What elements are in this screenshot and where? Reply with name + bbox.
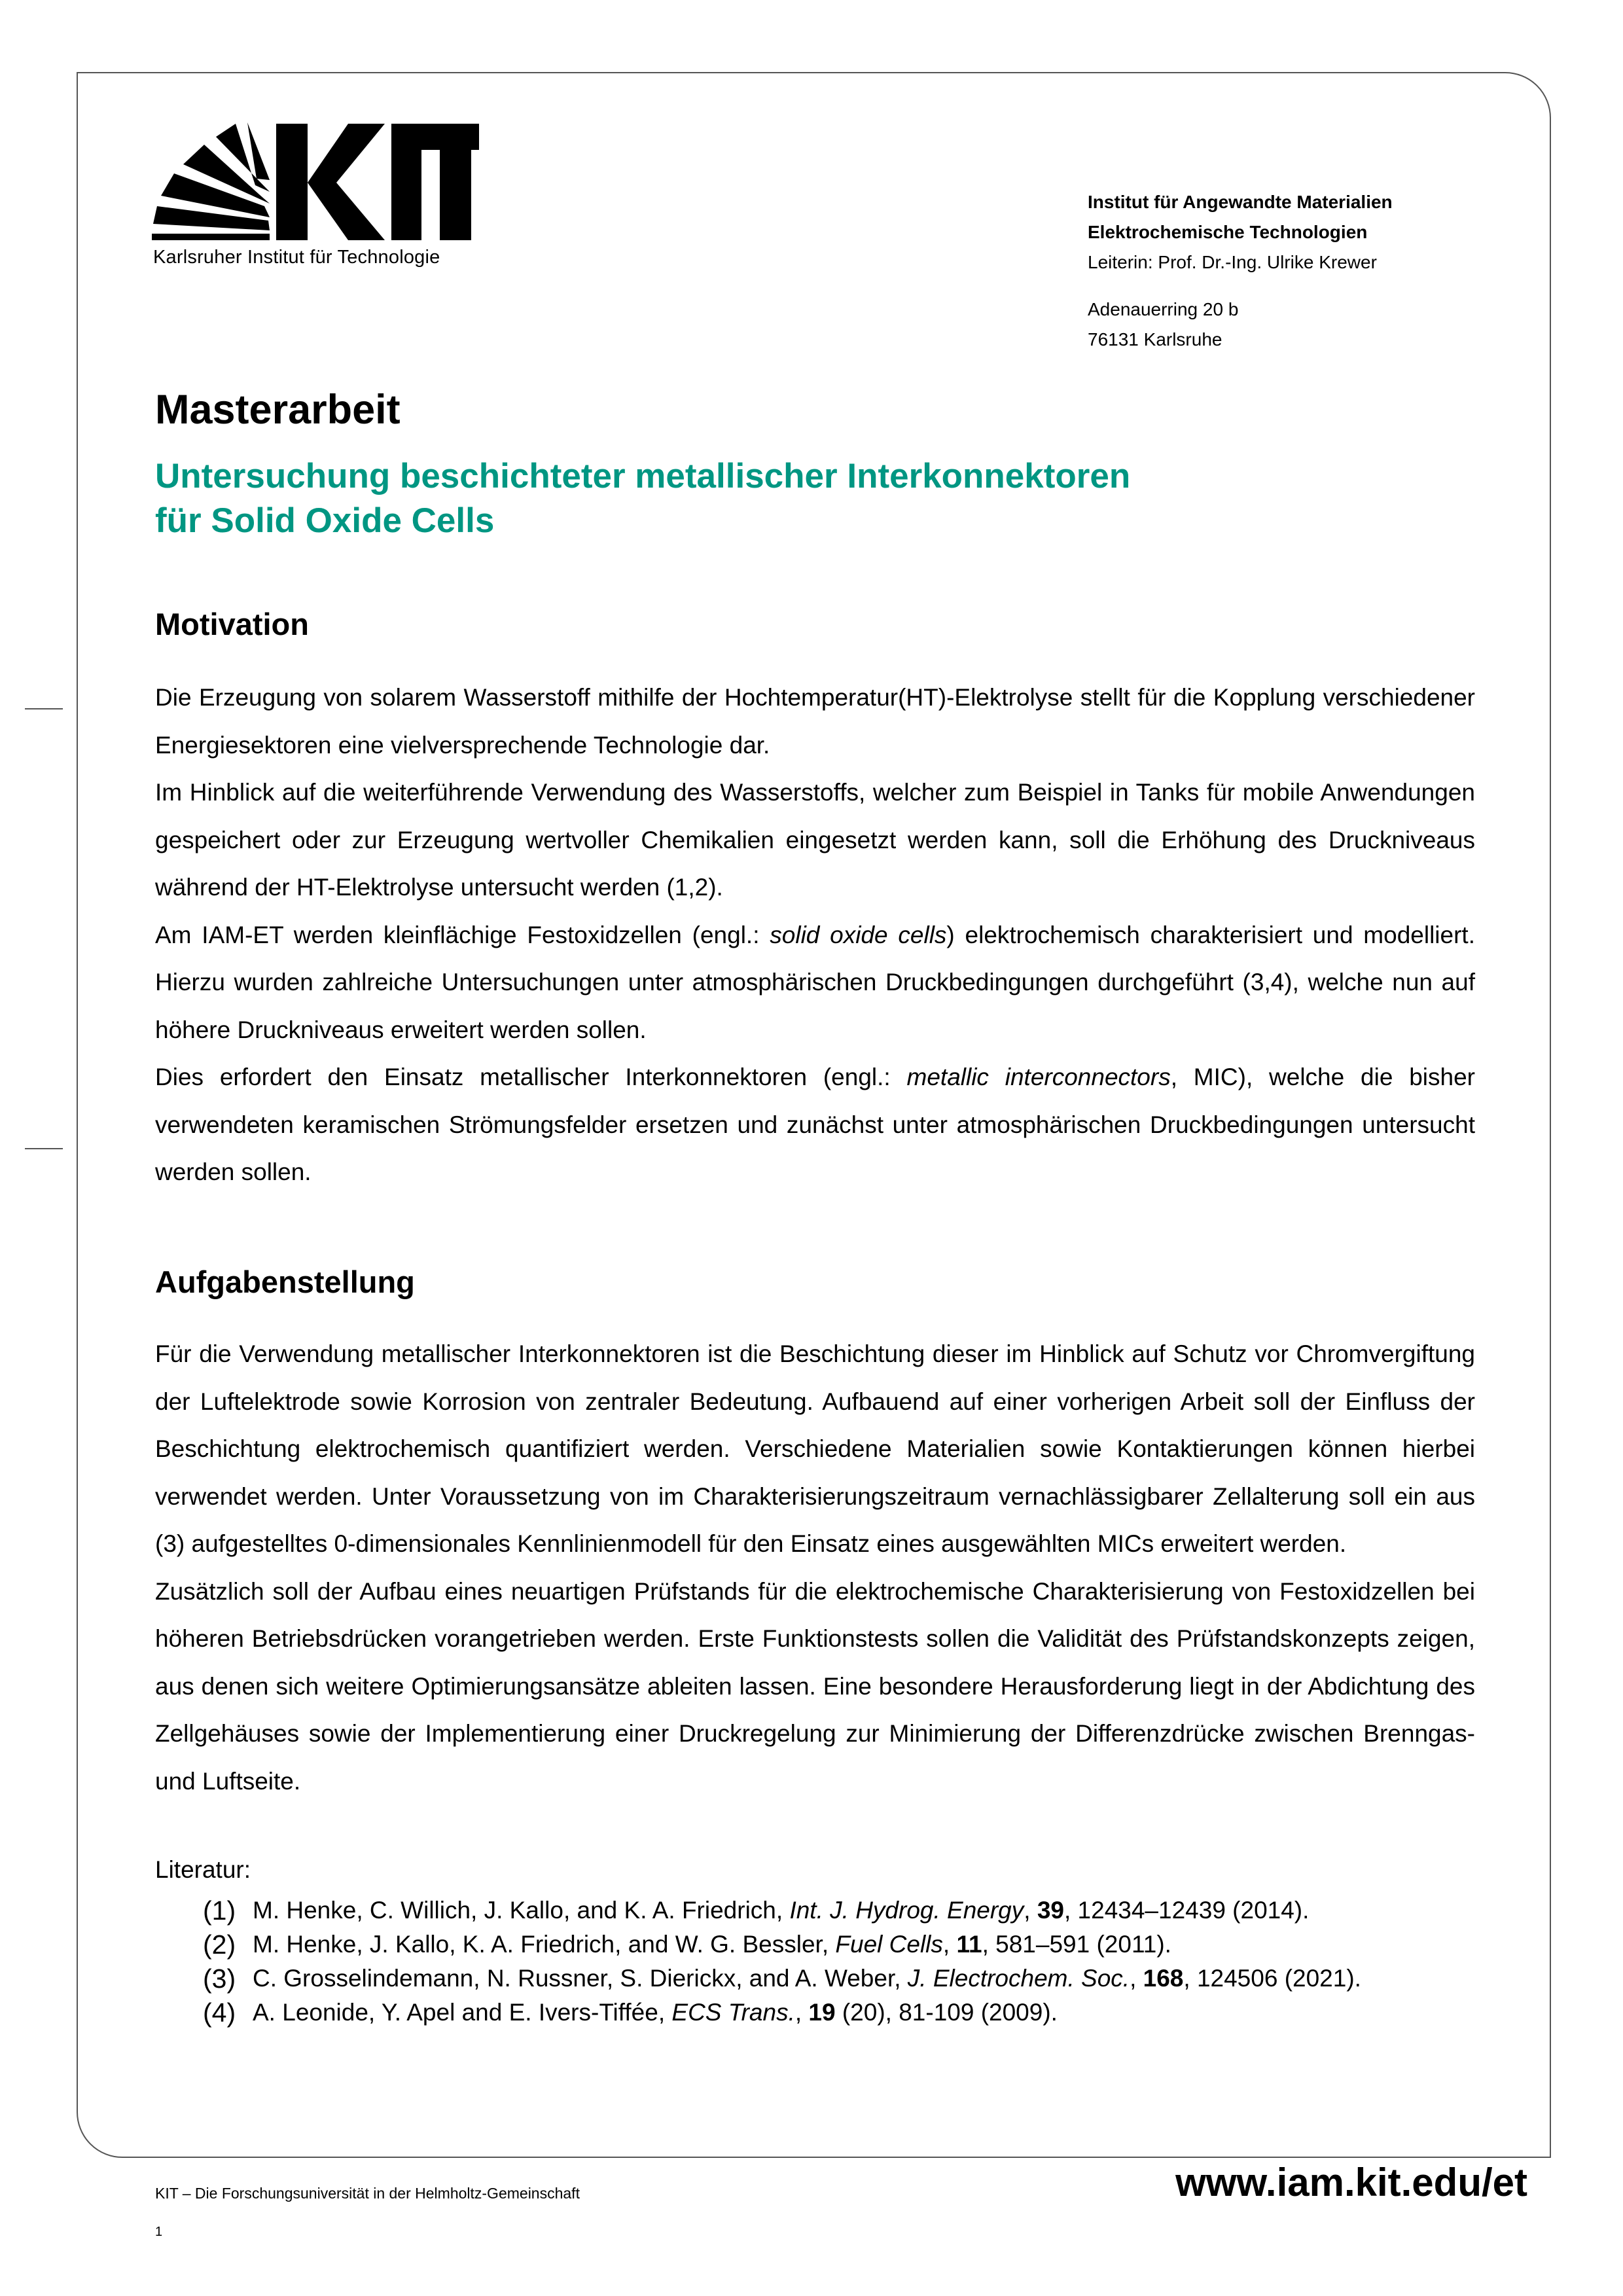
institute-block (1088, 187, 1393, 278)
paragraph: Die Erzeugung von solarem Wasserstoff mithilfe der Hochtemperatur(HT)-Elektrolyse stellt für die Kopplung verschiedener Energiesektoren eine vielversprechende Technologie dar. (155, 684, 1475, 759)
footer-text: KIT – Die Forschungsuniversität in der Helmholtz-Gemeinschaft (155, 2185, 580, 2202)
fold-mark (25, 1148, 63, 1149)
reference-text: M. Henke, C. Willich, J. Kallo, and K. A. Friedrich, Int. J. Hydrog. Energy, 39, 12434–12439 (2014). (253, 1897, 1310, 1924)
reference-text: C. Grosselindemann, N. Russner, S. Dierickx, and A. Weber, J. Electrochem. Soc., 168, 124506 (2021). (253, 1965, 1361, 1992)
paragraph: Zusätzlich soll der Aufbau eines neuartigen Prüfstands für die elektrochemische Charakterisierung von Festoxidzellen bei höheren Betriebsdrücken vorangetrieben werden. Erste Funktionstests sollen die Validität des Prüfstandskonzepts zeigen, aus denen sich weitere Optimierungsansätze ableiten lassen. Eine besondere Herausforderung liegt in der Abdichtung des Zellgehäuses sowie der Implementierung einer Druckregelung zur Minimierung der Differenzdrücke zwischen Brenngas- und Luftseite. (155, 1577, 1475, 1795)
paragraph: Im Hinblick auf die weiterführende Verwendung des Wasserstoffs, welcher zum Beispiel in Tanks für mobile Anwendungen gespeichert oder zur Erzeugung wertvoller Chemikalien eingesetzt werden kann, soll die Erhöhung des Druckniveaus während der HT-Elektrolyse untersucht werden (1,2). (155, 779, 1475, 901)
footer-url[interactable]: www.iam.kit.edu/et (1175, 2161, 1527, 2204)
thesis-title-line: Untersuchung beschichteter metallischer Interkonnektoren (155, 457, 1131, 495)
thesis-title-line: für Solid Oxide Cells (155, 501, 495, 540)
paragraph: Für die Verwendung metallischer Interkonnektoren ist die Beschichtung dieser im Hinblick auf Schutz vor Chromvergiftung der Luftelektrode sowie Korrosion von zentraler Bedeutung. Aufbauend auf einer vorherigen Arbeit soll der Einfluss der Beschichtung elektrochemisch quantifiziert werden. Verschiedene Materialien sowie Kontaktierungen können hierbei verwendet werden. Unter Voraussetzung von im Charakterisierungszeitraum vernachlässigbarer Zellalterung soll ein aus (3) aufgestelltes 0-dimensionales Kennlinienmodell für den Einsatz eines ausgewählten MICs erweitert werden. (155, 1340, 1475, 1557)
reference-number: (2) (203, 1929, 236, 1960)
reference-list (203, 1893, 1475, 2030)
reference-text: A. Leonide, Y. Apel and E. Ivers-Tiffée, ECS Trans., 19 (20), 81-109 (2009). (253, 1999, 1058, 2026)
reference-number: (4) (203, 1998, 236, 2028)
address-street: Adenauerring 20 b (1088, 299, 1239, 319)
institute-name: Institut für Angewandte Materialien (1088, 192, 1393, 212)
reference-item (203, 1928, 1475, 1962)
paragraph: Dies erfordert den Einsatz metallischer Interkonnektoren (engl.: metallic interconnectors, MIC), welche die bisher verwendeten keramischen Strömungsfelder ersetzen und zunächst unter atmosphärischen Druckbedingungen untersucht werden sollen. (155, 1064, 1475, 1185)
reference-item (203, 1996, 1475, 2030)
address-block (1088, 295, 1238, 355)
address-city: 76131 Karlsruhe (1088, 329, 1222, 350)
task-body (155, 1331, 1475, 1805)
page-number: 1 (155, 2225, 163, 2239)
reference-number: (3) (203, 1964, 236, 1994)
literature-label: Literatur: (155, 1856, 251, 1883)
document-type: Masterarbeit (155, 387, 401, 433)
reference-text: M. Henke, J. Kallo, K. A. Friedrich, and W. G. Bessler, Fuel Cells, 11, 581–591 (2011). (253, 1931, 1171, 1958)
motivation-heading: Motivation (155, 607, 309, 641)
reference-item (203, 1893, 1475, 1928)
reference-number: (1) (203, 1895, 236, 1926)
task-heading: Aufgabenstellung (155, 1265, 415, 1299)
kit-logo (152, 122, 479, 273)
paragraph: Am IAM-ET werden kleinflächige Festoxidzellen (engl.: solid oxide cells) elektrochemisch charakterisiert und modelliert. Hierzu wurden zahlreiche Untersuchungen unter atmosphärischen Druckbedingungen durchgeführt (3,4), welche nun auf höhere Druckniveaus erweitert werden sollen. (155, 921, 1475, 1043)
reference-item (203, 1962, 1475, 1996)
fold-mark (25, 708, 63, 709)
department-name: Elektrochemische Technologien (1088, 222, 1368, 242)
department-head: Leiterin: Prof. Dr.-Ing. Ulrike Krewer (1088, 252, 1377, 272)
thesis-title (155, 454, 1130, 543)
kit-logo-mark (152, 122, 479, 240)
motivation-body (155, 674, 1475, 1196)
logo-caption: Karlsruher Institut für Technologie (153, 247, 440, 268)
